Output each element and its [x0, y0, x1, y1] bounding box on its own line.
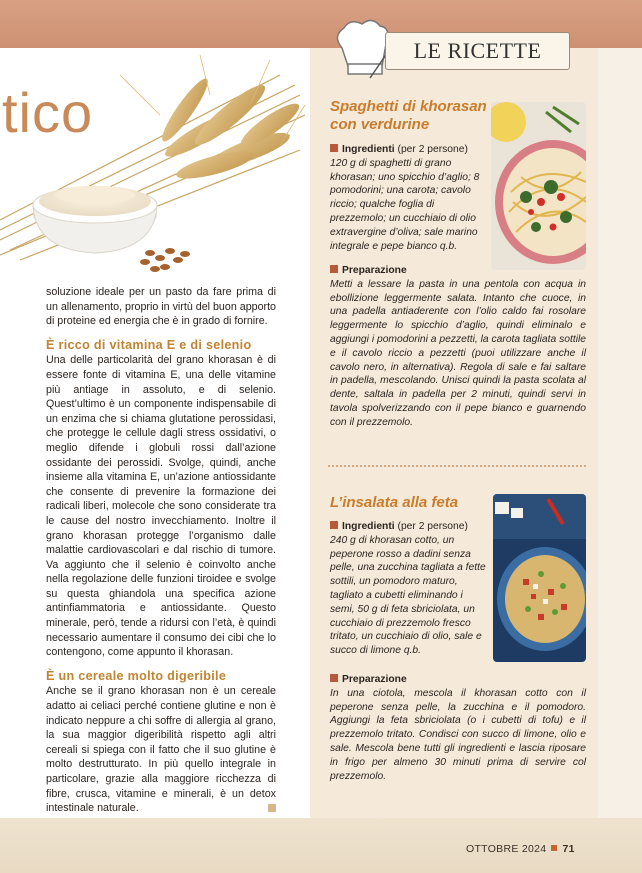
section-digestible-text: Anche se il grano khorasan non è un cereale adatto ai celiaci perché contiene glutine e non è indicato neppure a chi soffre di allergia al grano, la sua maggior digeribilità rispetto agli altri cereali si spiega con il fatto che il suo glutine è molto destrutturato. In più quello integrale in particolare, grazie alla maggiore ricchezza di fibre, crusca, vitamine e minerali, è un detox intestinale naturale.: [46, 685, 276, 815]
recipe1-preparation: Preparazione Metti a lessare la pasta in una pentola con acqua in ebollizione leggermente salata. Intanto che cuoce, in una padella antiaderente con l’olio caldo fai rosolare leggermente lo spicchio d’aglio, quindi eliminalo e aggiungi i pomodorini a pezzetti, la carota tagliata sottile e il cavolo riccio a pezzetti (puoi utilizzare anche il cavolo nero, in alternativa). Regola di sale e fai saltare in padella, mescolando. Unisci quindi la pasta scolata al dente, saltala in padella per 2 minuti, quindi servi in tavola spolverizzando con il pepe bianco e guarnendo con il prezzemolo.: [330, 265, 586, 428]
recipe-divider: [328, 465, 586, 467]
recipe2-preparation: Preparazione In una ciotola, mescola il khorasan cotto con il peperone senza pelle, la zucchina e il pomodoro. Aggiungi la feta sbriciolata (o i cubetti di tofu) e il prezzemolo tritato. Condisci con succo di limone, olio e sale. Mescola bene tutti gli ingredienti e lascia riposare in frigo per almeno 30 minuti prima di servire col prezzemolo.: [330, 674, 586, 782]
end-mark: [268, 804, 276, 812]
recipe1-title: Spaghetti di khorasan con verdurine: [330, 98, 487, 133]
bullet-square: [330, 674, 338, 682]
recipe2-title: L’insalata alla feta: [330, 494, 459, 511]
section-heading-vitamin: È ricco di vitamina E e di selenio: [46, 337, 252, 352]
salad-bowl-icon: [493, 494, 586, 662]
section-vitamin-text: Una delle particolarità del grano khorasan è di essere fonte di vitamina E, una delle vitamine più antiage in assoluto, e di selenio. Quest’ultimo è un componente indispensabile di un enzima che si chiama glutatione perossidasi, che protegge le cellule dagli stress ossidativi, o meglio difende i globuli rossi dall’azione ossidante dei perossidi. Svolge, quindi, anche insieme alla vitamina E, un’azione antiossidante che consente di prevenire la formazione dei radicali liberi, molecole che sono considerate tra le cause del nostro invecchiamento. Inoltre il grano khorasan protegge l’organismo dalle malattie cardiovascolari e dal rischio di tumore. Va aggiunto che il selenio è coinvolto anche nella regolazione delle funzioni tiroidee e svolge su questa ghiandola una specifica azione antinfiammatoria e antiossidante. Questo minerale, però, tende a ridursi con l’età, è quindi necessario aumentare il consumo dei cibi che lo contengono, come appunto il khorasan.: [46, 354, 276, 659]
page-number: 71: [562, 843, 575, 855]
spaghetti-photo: [491, 102, 586, 270]
section-label: LE RICETTE: [385, 32, 570, 70]
bullet-square: [330, 265, 338, 273]
footer-square: [551, 845, 557, 851]
section-tag: [330, 18, 570, 84]
issue-date: OTTOBRE 2024: [466, 843, 547, 855]
feta-salad-photo: [493, 494, 586, 662]
spaghetti-plate-icon: [491, 102, 586, 270]
section-heading-digestible: È un cereale molto digeribile: [46, 668, 227, 683]
bullet-square: [330, 521, 338, 529]
recipe1-ingredients: Ingredienti (per 2 persone) 120 g di spaghetti di grano khorasan; uno spicchio d’aglio; 8 pomodorini; una carota; cavolo riccio; qualche foglia di prezzemolo; un cucchiaio di olio extravergine d’oliva; sale marino integrale e pepe bianco q.b.: [330, 144, 480, 252]
intro-paragraph: soluzione ideale per un pasto da fare prima di un allenamento, proprio in virtù del buon apporto di proteine ed energia che è in grado di fornire.: [46, 286, 276, 328]
bullet-square: [330, 144, 338, 152]
article-title-fragment: tico: [2, 81, 94, 144]
article-body: [46, 285, 276, 816]
recipe2-ingredients: Ingredienti (per 2 persone) 240 g di khorasan cotto, un peperone rosso a dadini senza pelle, una zucchina tagliata a fette sottili, un pomodoro maturo, tagliato a cubetti eliminando i semi, 50 g di feta sbriciolata, un cucchiaio di prezzemolo fresco tritato, un cucchiaio di olio, sale e succo di limone q.b.: [330, 521, 486, 657]
page-footer: [466, 843, 575, 855]
